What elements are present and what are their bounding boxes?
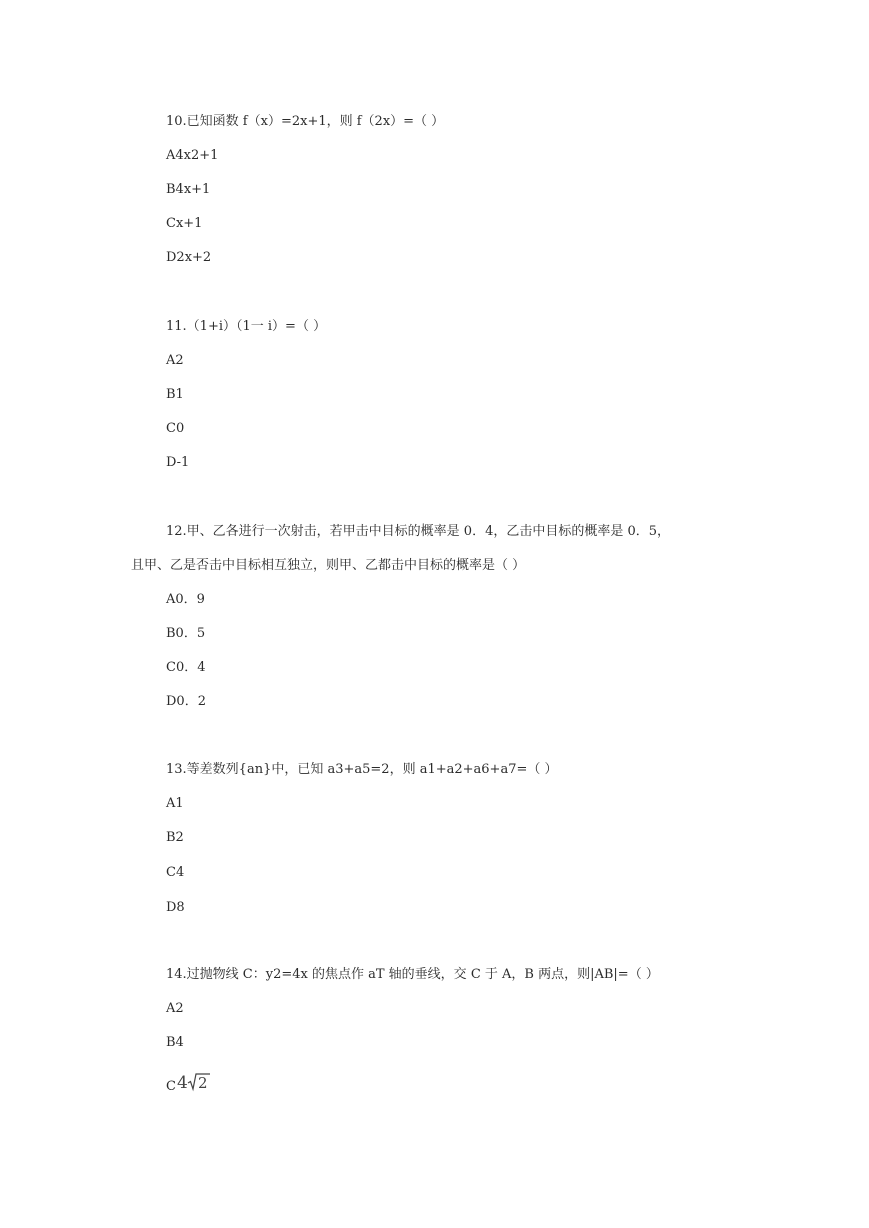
question-10-option-d: D2x+2 [166, 250, 212, 265]
radical-sign-icon [177, 1072, 211, 1092]
question-12-option-d: D0．2 [166, 694, 206, 709]
question-13-option-a: A1 [166, 796, 184, 811]
question-13-option-d: D8 [166, 900, 185, 915]
question-12-stem-line-1: 12.甲、乙各进行一次射击，若甲击中目标的概率是 0．4，乙击中目标的概率是 0．5， [166, 524, 671, 539]
question-14-stem: 14.过抛物线 C：y2=4x 的焦点作 aT 轴的垂线，交 C 于 A，B 两点，则|AB|=（ ） [166, 967, 659, 982]
question-10-stem: 10.已知函数 f（x）=2x+1，则 f（2x）=（ ） [166, 114, 445, 129]
question-12-option-b: B0．5 [166, 626, 206, 641]
question-14-option-a: A2 [166, 1001, 184, 1016]
question-10-option-a: A4x2+1 [166, 148, 219, 163]
sqrt-radicand: 2 [197, 1074, 208, 1092]
question-11-stem: 11.（1+i）（1一 i）=（ ） [166, 319, 327, 334]
question-11-option-d: D-1 [166, 455, 190, 470]
question-13-option-b: B2 [166, 830, 184, 845]
question-14-option-c [166, 1072, 211, 1098]
question-14-option-b: B4 [166, 1035, 184, 1050]
question-13-stem: 13.等差数列{an}中，已知 a3+a5=2，则 a1+a2+a6+a7=（ ） [166, 762, 558, 777]
question-13-option-c: C4 [166, 865, 185, 880]
question-11-option-b: B1 [166, 387, 184, 402]
question-10-option-c: Cx+1 [166, 216, 203, 231]
sqrt-coefficient: 4 [176, 1073, 188, 1092]
question-14-option-c-letter: C [166, 1079, 176, 1094]
question-10-option-b: B4x+1 [166, 182, 211, 197]
question-12-option-c: C0．4 [166, 660, 206, 675]
question-12-stem-line-2: 且甲、乙是否击中目标相互独立，则甲、乙都击中目标的概率是（ ） [131, 558, 526, 573]
question-12-option-a: A0．9 [166, 592, 205, 607]
question-11-option-c: C0 [166, 421, 185, 436]
question-11-option-a: A2 [166, 353, 184, 368]
sqrt-expression-image [177, 1072, 211, 1098]
